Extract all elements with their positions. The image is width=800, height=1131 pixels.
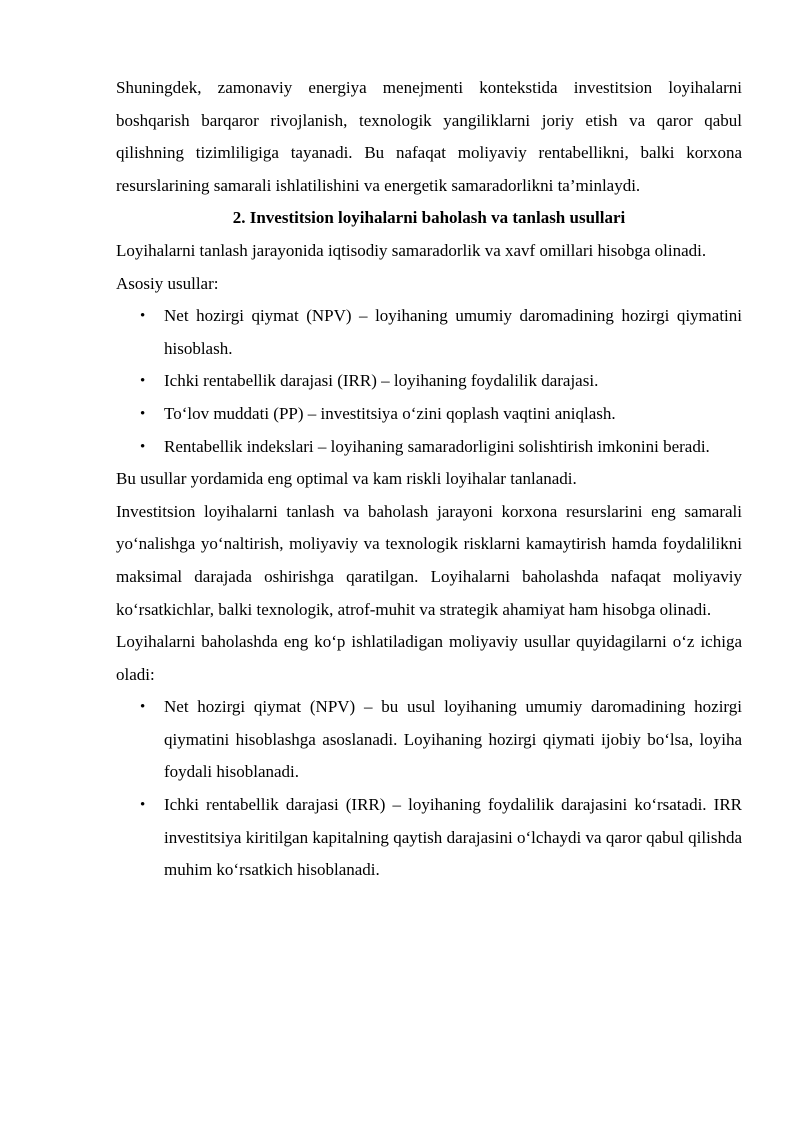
bullet-icon: •: [140, 699, 146, 716]
bullet-icon: •: [140, 373, 146, 390]
bullet-icon: •: [140, 438, 146, 455]
section-heading: 2. Investitsion loyihalarni baholash va tanlash usullari: [232, 208, 626, 228]
list-item: [116, 789, 742, 887]
financial-methods-list: [116, 691, 742, 887]
bullet-icon: •: [140, 797, 146, 814]
list-item: [116, 431, 742, 464]
document-page: [116, 72, 742, 887]
paragraph-intro: Shuningdek, zamonaviy energiya menejmenti kontekstida investitsion loyihalarni boshqarish barqaror rivojlanish, texnologik yangiliklarni joriy etish va qaror qabul qilishning tizimliligiga tayanadi. Bu nafaqat moliyaviy rentabellikni, balki korxona resurslarining samarali ishlatilishini va energetik samaradorlikni ta’minlaydi.: [116, 78, 742, 195]
paragraph-financial-methods: Loyihalarni baholashda eng ko‘p ishlatiladigan moliyaviy usullar quyidagilarni o‘z ichiga oladi:: [116, 632, 742, 684]
list-item-text: Net hozirgi qiymat (NPV) – bu usul loyihaning umumiy daromadining hozirgi qiymatini hisoblashga asoslanadi. Loyihaning hozirgi qiymati ijobiy bo‘lsa, loyiha foydali hisoblanadi.: [164, 697, 742, 782]
bullet-icon: •: [140, 405, 146, 422]
list-item: [116, 365, 742, 398]
bullet-icon: •: [140, 308, 146, 325]
list-item: [116, 691, 742, 789]
paragraph-methods-label: Asosiy usullar:: [116, 273, 219, 293]
list-item: [116, 398, 742, 431]
paragraph-process: Investitsion loyihalarni tanlash va baholash jarayoni korxona resurslarini eng samarali yo‘nalishga yo‘naltirish, moliyaviy va texnologik risklarni kamaytirish hamda foydalilikni maksimal darajada oshirishga qaratilgan. Loyihalarni baholashda nafaqat moliyaviy ko‘rsatkichlar, balki texnologik, atrof-muhit va strategik ahamiyat ham hisobga olinadi.: [116, 501, 742, 619]
paragraph-optimal: Bu usullar yordamida eng optimal va kam riskli loyihalar tanlanadi.: [116, 469, 577, 489]
list-item-text: Ichki rentabellik darajasi (IRR) – loyihaning foydalilik darajasini ko‘rsatadi. IRR investitsiya kiritilgan kapitalning qaytish darajasini o‘lchaydi va qaror qabul qilishda muhim ko‘rsatkich hisoblanadi.: [164, 795, 742, 880]
paragraph-selection: Loyihalarni tanlash jarayonida iqtisodiy samaradorlik va xavf omillari hisobga olinadi.: [116, 240, 707, 260]
list-item-text: To‘lov muddati (PP) – investitsiya o‘zini qoplash vaqtini aniqlash.: [164, 403, 616, 423]
list-item: [116, 300, 742, 365]
list-item-text: Ichki rentabellik darajasi (IRR) – loyihaning foydalilik darajasi.: [164, 371, 599, 391]
list-item-text: Rentabellik indekslari – loyihaning samaradorligini solishtirish imkonini beradi.: [164, 436, 710, 456]
list-item-text: Net hozirgi qiymat (NPV) – loyihaning umumiy daromadining hozirgi qiymatini hisoblash.: [164, 306, 742, 358]
methods-list: [116, 300, 742, 463]
